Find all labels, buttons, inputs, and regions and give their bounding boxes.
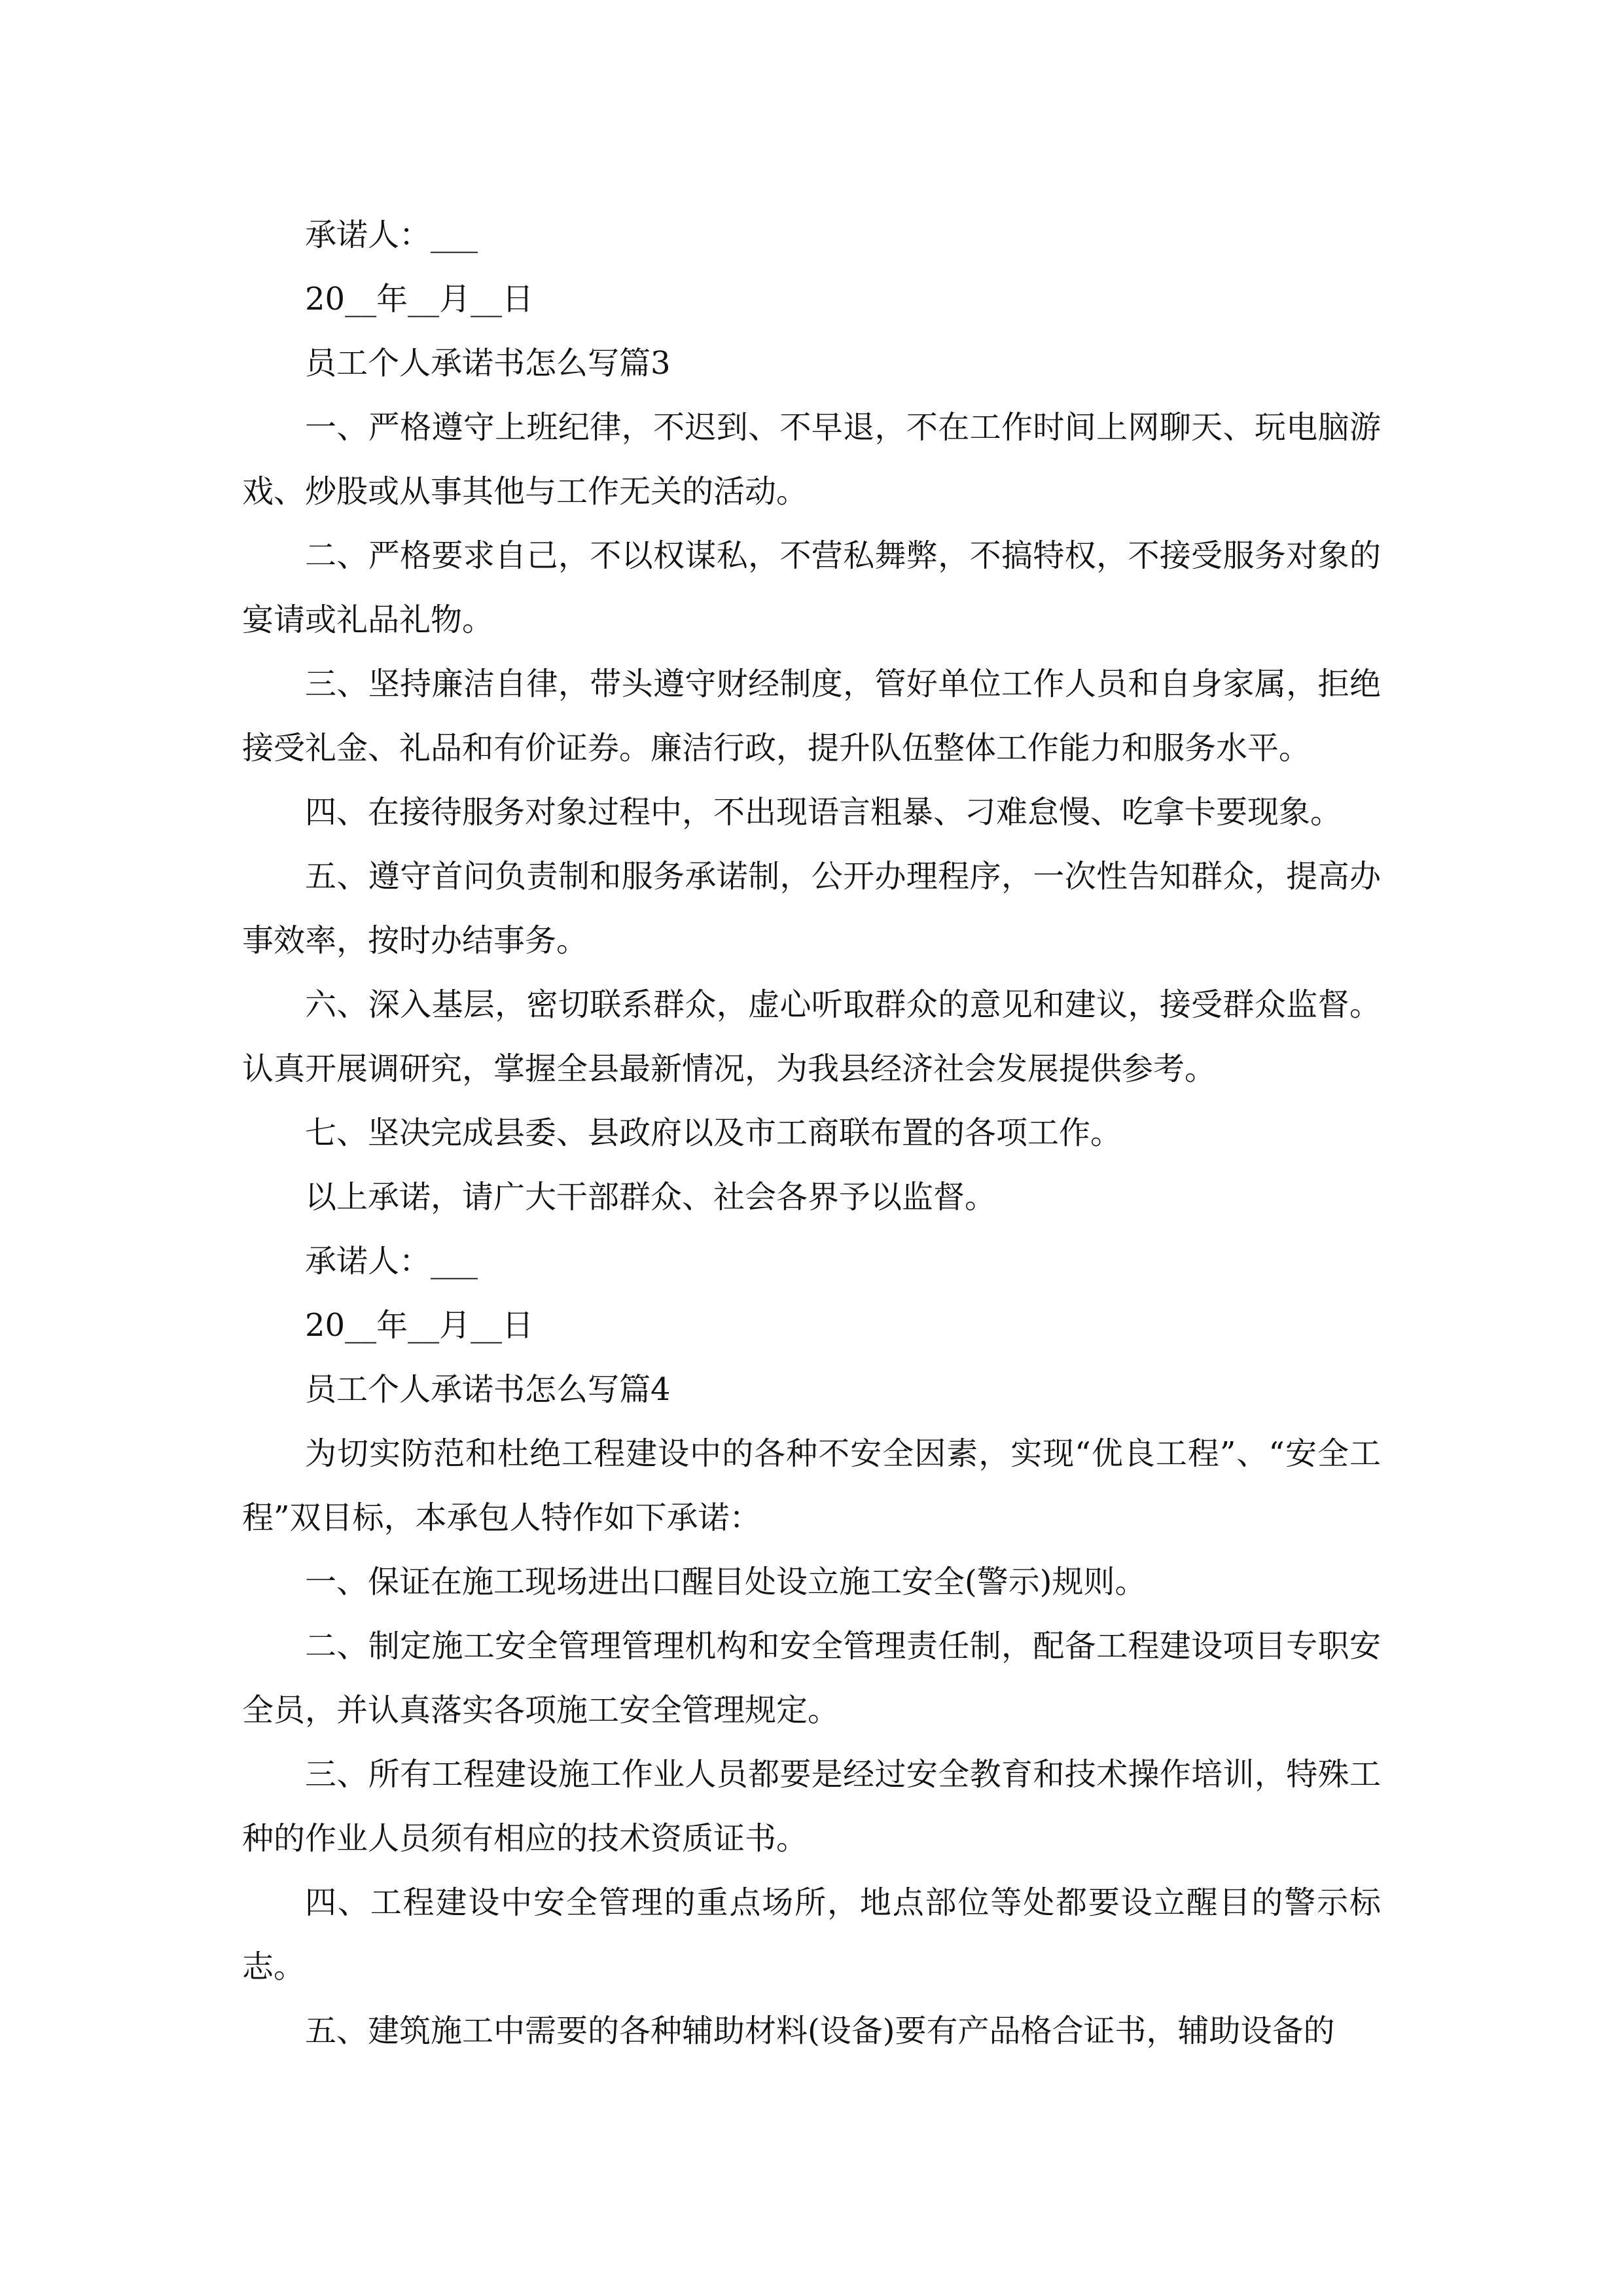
section-heading: 员工个人承诺书怎么写篇4 <box>305 1371 671 1408</box>
pledge-item: 四、在接待服务对象过程中，不出现语言粗暴、刁难怠慢、吃拿卡要现象。 <box>305 794 1342 831</box>
pledge-item: 二、制定施工安全管理管理机构和安全管理责任制，配备工程建设项目专职安全员，并认真落实各项施工安全管理规定。 <box>242 1628 1381 1729</box>
date-line: 20__年__月__日 <box>305 281 534 317</box>
pledge-item: 六、深入基层，密切联系群众，虚心听取群众的意见和建议，接受群众监督。认真开展调研究，掌握全县最新情况，为我县经济社会发展提供参考。 <box>242 986 1381 1087</box>
pledge-item: 五、遵守首问负责制和服务承诺制，公开办理程序，一次性告知群众，提高办事效率，按时办结事务。 <box>242 858 1381 959</box>
signer-line: 承诺人：___ <box>305 217 478 253</box>
pledge-item: 三、坚持廉洁自律，带头遵守财经制度，管好单位工作人员和自身家属，拒绝接受礼金、礼品和有价证券。廉洁行政，提升队伍整体工作能力和服务水平。 <box>242 666 1381 766</box>
document-body <box>242 203 1381 2063</box>
pledge-item: 一、保证在施工现场进出口醒目处设立施工安全(警示)规则。 <box>305 1564 1147 1600</box>
date-line: 20__年__月__日 <box>305 1307 534 1344</box>
pledge-item: 七、坚决完成县委、县政府以及市工商联布置的各项工作。 <box>305 1115 1122 1151</box>
section-heading: 员工个人承诺书怎么写篇3 <box>305 345 671 382</box>
signer-line: 承诺人：___ <box>305 1243 478 1280</box>
closing-statement: 以上承诺，请广大干部群众、社会各界予以监督。 <box>305 1179 997 1215</box>
pledge-item: 四、工程建设中安全管理的重点场所，地点部位等处都要设立醒目的警示标志。 <box>242 1884 1381 1985</box>
pledge-item: 二、严格要求自己，不以权谋私，不营私舞弊，不搞特权，不接受服务对象的宴请或礼品礼物。 <box>242 537 1381 638</box>
pledge-item: 一、严格遵守上班纪律，不迟到、不早退，不在工作时间上网聊天、玩电脑游戏、炒股或从事其他与工作无关的活动。 <box>242 409 1381 510</box>
pledge-item: 三、所有工程建设施工作业人员都要是经过安全教育和技术操作培训，特殊工种的作业人员须有相应的技术资质证书。 <box>242 1756 1381 1857</box>
intro-paragraph: 为切实防范和杜绝工程建设中的各种不安全因素，实现“优良工程”、“安全工程”双目标，本承包人特作如下承诺： <box>242 1435 1381 1536</box>
pledge-item: 五、建筑施工中需要的各种辅助材料(设备)要有产品格合证书，辅助设备的 <box>305 2013 1335 2049</box>
